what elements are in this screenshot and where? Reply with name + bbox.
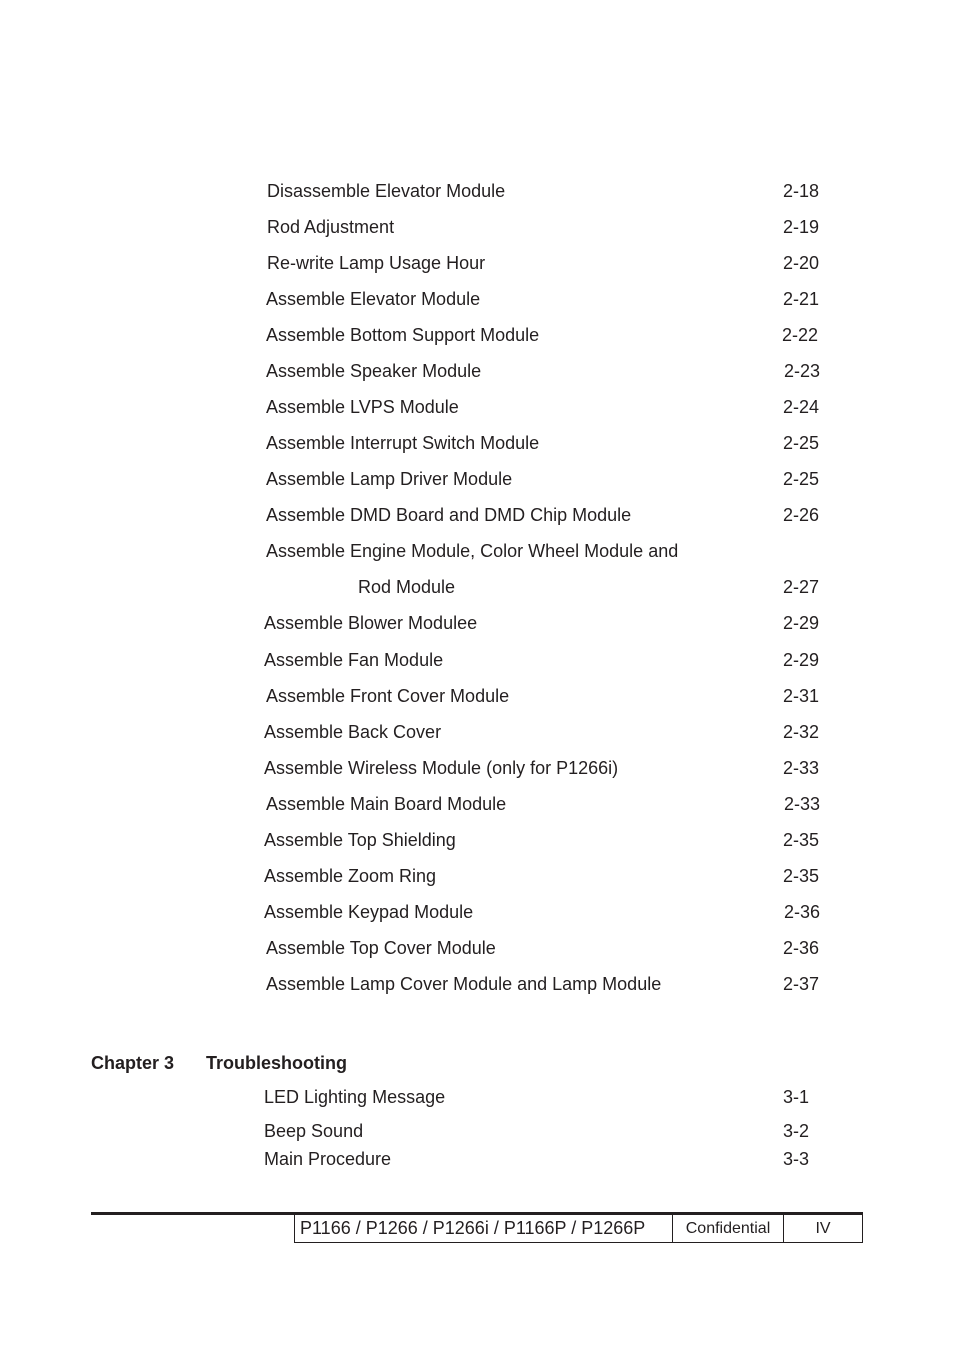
chapter-label: Chapter 3 — [91, 1053, 175, 1073]
toc-entry-title: Assemble Back Cover — [264, 722, 442, 742]
toc-entry[interactable] — [0, 575, 954, 599]
footer-page-number: IV — [783, 1215, 863, 1243]
toc-entry-page: 2-31 — [783, 686, 820, 706]
toc-entry-title: Assemble Keypad Module — [264, 902, 474, 922]
toc-entry-page: 2-33 — [784, 794, 821, 814]
toc-entry-page: 2-36 — [783, 938, 820, 958]
toc-entry-title: Rod Adjustment — [267, 217, 395, 237]
toc-entry[interactable] — [0, 503, 954, 527]
toc-entry-page: 3-3 — [783, 1149, 810, 1169]
toc-entry-page: 2-22 — [782, 325, 819, 345]
toc-entry-title: Assemble Elevator Module — [266, 289, 481, 309]
toc-entry-title: Assemble DMD Board and DMD Chip Module — [266, 505, 632, 525]
toc-entry-title: Assemble Engine Module, Color Wheel Module and — [266, 541, 679, 561]
toc-entry-page: 2-27 — [783, 577, 820, 597]
toc-entry[interactable] — [0, 395, 954, 419]
toc-entry[interactable] — [0, 684, 954, 708]
toc-entry[interactable] — [0, 611, 954, 635]
toc-entry-page: 2-25 — [783, 469, 820, 489]
toc-entry-title: Assemble LVPS Module — [266, 397, 459, 417]
toc-entry-title: Assemble Blower Modulee — [264, 613, 478, 633]
toc-entry-title: Assemble Top Shielding — [264, 830, 456, 850]
toc-entry-title: Disassemble Elevator Module — [267, 181, 506, 201]
toc-entry-page: 2-21 — [783, 289, 820, 309]
toc-entry[interactable] — [0, 864, 954, 888]
toc-entry-title: Assemble Fan Module — [264, 650, 444, 670]
toc-entry-title: LED Lighting Message — [264, 1087, 446, 1107]
toc-entry-title: Assemble Zoom Ring — [264, 866, 437, 886]
toc-entry-page: 2-29 — [783, 650, 820, 670]
toc-entry-page: 3-2 — [783, 1121, 810, 1141]
toc-entry-title: Assemble Lamp Driver Module — [266, 469, 513, 489]
toc-entry[interactable] — [0, 756, 954, 780]
toc-entry-title: Assemble Main Board Module — [266, 794, 507, 814]
toc-entry[interactable] — [0, 215, 954, 239]
toc-entry[interactable] — [0, 720, 954, 744]
toc-entry-page: 2-26 — [783, 505, 820, 525]
toc-entry-page: 3-1 — [783, 1087, 810, 1107]
toc-entry-page: 2-19 — [783, 217, 820, 237]
toc-entry-title: Assemble Front Cover Module — [266, 686, 510, 706]
toc-entry[interactable] — [0, 828, 954, 852]
toc-entry-title: Rod Module — [358, 577, 456, 597]
toc-entry-title: Beep Sound — [264, 1121, 364, 1141]
toc-entry[interactable] — [0, 792, 954, 816]
toc-entry[interactable] — [0, 1119, 954, 1143]
toc-entry-title: Re-write Lamp Usage Hour — [267, 253, 486, 273]
toc-entry-page: 2-18 — [783, 181, 820, 201]
chapter-heading[interactable] — [0, 1051, 954, 1075]
toc-entry[interactable] — [0, 359, 954, 383]
toc-entry-title: Main Procedure — [264, 1149, 392, 1169]
toc-entry[interactable] — [0, 900, 954, 924]
toc-entry[interactable] — [0, 539, 954, 563]
toc-entry-title: Assemble Wireless Module (only for P1266i) — [264, 758, 619, 778]
toc-entry-page: 2-24 — [783, 397, 820, 417]
toc-entry[interactable] — [0, 251, 954, 275]
toc-entry-title: Assemble Interrupt Switch Module — [266, 433, 540, 453]
toc-entry-page: 2-35 — [783, 866, 820, 886]
toc-entry[interactable] — [0, 1147, 954, 1171]
toc-entry-title: Assemble Speaker Module — [266, 361, 482, 381]
toc-entry[interactable] — [0, 972, 954, 996]
toc-entry[interactable] — [0, 936, 954, 960]
toc-entry[interactable] — [0, 1085, 954, 1109]
toc-entry-page: 2-32 — [783, 722, 820, 742]
toc-entry-page: 2-33 — [783, 758, 820, 778]
toc-entry[interactable] — [0, 287, 954, 311]
toc-entry-page: 2-35 — [783, 830, 820, 850]
toc-entry-page: 2-37 — [783, 974, 820, 994]
toc-entry[interactable] — [0, 323, 954, 347]
toc-entry-page: 2-29 — [783, 613, 820, 633]
toc-entry-page: 2-20 — [783, 253, 820, 273]
toc-entry-title: Assemble Bottom Support Module — [266, 325, 540, 345]
toc-entry-title: Assemble Lamp Cover Module and Lamp Module — [266, 974, 662, 994]
toc-entry-page: 2-36 — [784, 902, 821, 922]
toc-entry-page: 2-25 — [783, 433, 820, 453]
toc-entry[interactable] — [0, 648, 954, 672]
toc-entry-page: 2-23 — [784, 361, 821, 381]
toc-entry[interactable] — [0, 431, 954, 455]
footer-confidential-label: Confidential — [672, 1215, 784, 1243]
toc-entry[interactable] — [0, 179, 954, 203]
toc-entry[interactable] — [0, 467, 954, 491]
toc-entry-title: Assemble Top Cover Module — [266, 938, 496, 958]
footer-model-list: P1166 / P1266 / P1266i / P1166P / P1266P — [294, 1215, 673, 1243]
chapter-title: Troubleshooting — [206, 1053, 347, 1073]
